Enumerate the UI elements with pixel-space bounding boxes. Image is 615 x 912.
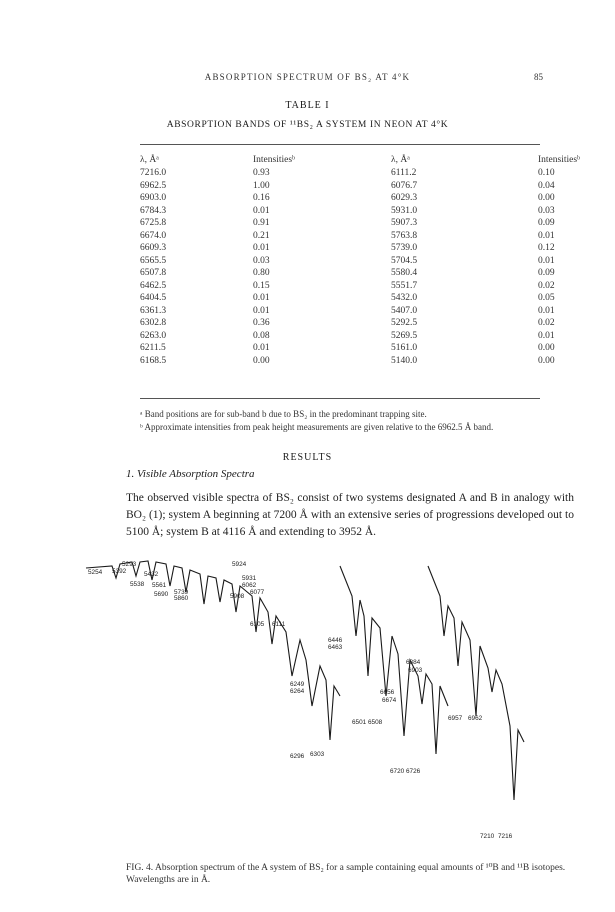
table-cell: 6565.5 — [140, 255, 167, 266]
band-label: 6903 — [408, 667, 423, 674]
band-label: 5908 — [230, 593, 245, 600]
table-cell: 6725.8 — [140, 218, 167, 228]
table-cell: 0.80 — [253, 268, 270, 278]
band-label: 6962 — [468, 715, 483, 722]
table-cell: 6903.0 — [140, 193, 167, 203]
body-paragraph: The observed visible spectra of BS₂ consist of two systems designated A and B in analogy with BO₂ (1); system A beginning at 7200 Å with an extensive series of progressions developed out to 5100 Å; system B at 4116 Å and extending to 3952 Å. — [126, 492, 574, 538]
band-label: 6111 — [272, 621, 286, 628]
table-cell: 0.16 — [253, 193, 270, 203]
table-cell: 5763.8 — [391, 230, 418, 241]
results-heading: RESULTS — [282, 452, 333, 463]
band-label: 5561 — [152, 582, 167, 589]
absorption-bands-table — [140, 152, 598, 367]
table-row — [140, 280, 598, 293]
table-cell: 6507.8 — [140, 268, 167, 278]
table-row — [140, 180, 598, 193]
table-cell: 0.00 — [538, 355, 555, 366]
table-row — [140, 355, 598, 368]
band-label: 6957 — [448, 715, 463, 722]
table-row — [140, 305, 598, 318]
table-cell: 5407.0 — [391, 305, 418, 316]
figure-caption: FIG. 4. Absorption spectrum of the A system of BS₂ for a sample containing equal amounts of ¹⁰B and ¹¹B isotopes. Wavelengths are in Å. — [126, 863, 566, 885]
band-label: 6264 — [290, 688, 305, 695]
table-row — [140, 192, 598, 205]
table-cell: 0.02 — [538, 318, 555, 328]
footnote-b: ᵇ Approximate intensities from peak height measurements are given relative to the 6962.5 Å band. — [140, 422, 494, 432]
table-cell: 0.03 — [538, 205, 555, 216]
table-cell: 6111.2 — [391, 168, 417, 178]
band-labels — [88, 561, 513, 840]
table-cell: 6029.3 — [391, 193, 418, 203]
table-row — [140, 292, 598, 305]
table-cell: 6302.8 — [140, 318, 167, 328]
band-label: 6656 — [380, 689, 395, 696]
table-cell: 6076.7 — [391, 180, 418, 191]
table-row — [140, 205, 598, 218]
band-label: 6077 — [250, 589, 265, 596]
table-cell: 0.05 — [538, 293, 555, 303]
table-cell: 5161.0 — [391, 343, 418, 353]
page-number: 85 — [534, 72, 543, 82]
table-cell: 0.01 — [538, 330, 555, 341]
absorption-spectrum-figure — [82, 556, 542, 856]
table-cell: 0.91 — [253, 218, 270, 228]
band-label: 6463 — [328, 644, 343, 651]
column-header: λ, Åᵃ — [391, 154, 410, 165]
table-cell: 0.08 — [253, 330, 270, 341]
column-header: Intensitiesᵇ — [253, 154, 295, 165]
table-row — [140, 167, 598, 180]
table-cell: 0.02 — [538, 280, 555, 291]
table-header-row — [140, 152, 598, 167]
table-cell: 5432.0 — [391, 293, 418, 303]
band-label: 5293 — [122, 561, 137, 568]
table-cell: 6168.5 — [140, 355, 167, 366]
table-cell: 0.01 — [253, 305, 270, 316]
table-row — [140, 342, 598, 355]
band-label: 6249 — [290, 681, 305, 688]
table-cell: 0.01 — [538, 230, 555, 241]
table-top-rule — [140, 144, 540, 145]
band-label: 6296 — [290, 753, 305, 760]
table-cell: 0.36 — [253, 318, 270, 328]
spectrum-trace-3 — [428, 566, 524, 800]
table-cell: 0.01 — [253, 205, 270, 216]
table-cell: 0.01 — [253, 243, 270, 253]
table-cell: 0.21 — [253, 230, 270, 241]
table-cell: 6263.0 — [140, 330, 167, 341]
table-cell: 5704.5 — [391, 255, 418, 266]
band-label: 5860 — [174, 595, 189, 602]
table-cell: 0.03 — [253, 255, 270, 266]
table-cell: 7216.0 — [140, 168, 167, 178]
band-label: 6508 — [368, 719, 383, 726]
band-label: 5690 — [154, 591, 169, 598]
column-header: λ, Åᵃ — [140, 154, 159, 165]
band-label: 5924 — [232, 561, 247, 568]
table-cell: 0.01 — [253, 293, 270, 303]
table-cell: 0.00 — [253, 355, 270, 366]
table-cell: 0.09 — [538, 268, 555, 278]
table-body — [140, 167, 598, 367]
band-label: 5538 — [130, 581, 145, 588]
footnote-a: ᵃ Band positions are for sub-band b due to BS₂ in the predominant trapping site. — [140, 409, 427, 419]
band-label: 6674 — [382, 697, 397, 704]
band-label: 5254 — [88, 569, 103, 576]
table-cell: 5140.0 — [391, 355, 418, 366]
band-label: 5739 — [174, 589, 189, 596]
table-cell: 6609.3 — [140, 243, 167, 253]
band-label: 6446 — [328, 637, 343, 644]
band-label: 6303 — [310, 751, 325, 758]
table-cell: 0.00 — [538, 193, 555, 203]
table-cell: 0.12 — [538, 243, 555, 253]
subsection-heading: 1. Visible Absorption Spectra — [126, 468, 255, 480]
band-label: 5931 — [242, 575, 257, 582]
band-label: 6105 — [250, 621, 265, 628]
band-label: 6884 — [406, 659, 421, 666]
band-label: 7210 — [480, 833, 495, 840]
band-label: 5392 — [112, 568, 127, 575]
band-label: 6062 — [242, 582, 257, 589]
table-cell: 6404.5 — [140, 293, 167, 303]
table-cell: 0.01 — [538, 305, 555, 316]
table-row — [140, 230, 598, 243]
table-cell: 5269.5 — [391, 330, 418, 341]
table-cell: 5739.0 — [391, 243, 418, 253]
table-cell: 6361.3 — [140, 305, 167, 316]
table-row — [140, 330, 598, 343]
table-cell: 6211.5 — [140, 343, 166, 353]
column-header: Intensitiesᵇ — [538, 154, 580, 165]
table-row — [140, 317, 598, 330]
table-cell: 6962.5 — [140, 180, 167, 191]
band-label: 6720 — [390, 768, 405, 775]
table-cell: 6784.3 — [140, 205, 167, 216]
table-cell: 5931.0 — [391, 205, 418, 216]
table-title: TABLE I — [285, 100, 330, 111]
table-cell: 0.15 — [253, 280, 270, 291]
table-cell: 5292.5 — [391, 318, 418, 328]
table-cell: 0.04 — [538, 180, 555, 191]
table-cell: 6462.5 — [140, 280, 167, 291]
band-label: 6726 — [406, 768, 421, 775]
band-label: 5432 — [144, 571, 159, 578]
table-cell: 6674.0 — [140, 230, 167, 241]
table-cell: 0.01 — [253, 343, 270, 353]
table-cell: 5551.7 — [391, 280, 418, 291]
table-cell: 1.00 — [253, 180, 270, 191]
table-row — [140, 242, 598, 255]
band-label: 7216 — [498, 833, 513, 840]
table-cell: 5580.4 — [391, 268, 418, 278]
table-cell: 0.01 — [538, 255, 555, 266]
table-cell: 0.10 — [538, 168, 555, 178]
spectrum-traces — [86, 561, 524, 800]
table-row — [140, 217, 598, 230]
table-cell: 0.93 — [253, 168, 270, 178]
table-cell: 0.00 — [538, 343, 555, 353]
table-row — [140, 267, 598, 280]
table-row — [140, 255, 598, 268]
table-cell: 0.09 — [538, 218, 555, 228]
table-bottom-rule — [140, 398, 540, 399]
running-head: ABSORPTION SPECTRUM OF BS₂ AT 4°K — [204, 72, 411, 82]
table-caption: ABSORPTION BANDS OF ¹¹BS₂ A SYSTEM IN NEON AT 4°K — [166, 120, 449, 130]
table-cell: 5907.3 — [391, 218, 418, 228]
band-label: 6501 — [352, 719, 367, 726]
spectrum-trace-1 — [86, 561, 340, 740]
